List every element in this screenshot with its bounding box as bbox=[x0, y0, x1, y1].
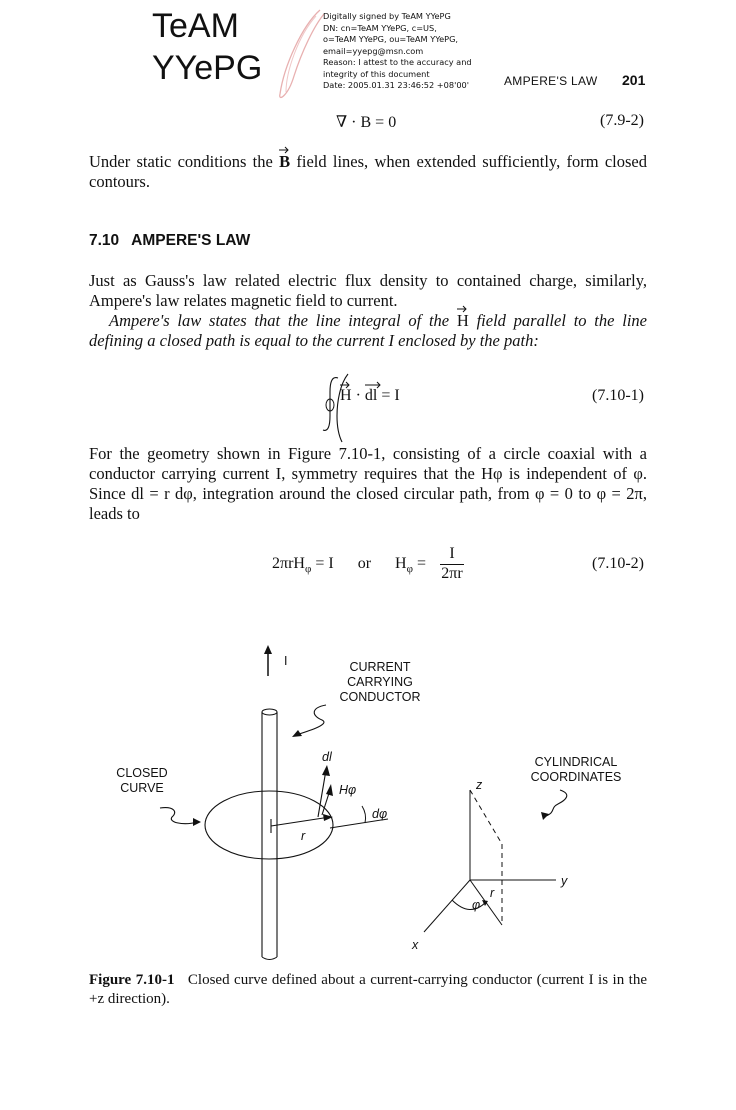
conductor-pointer-squiggle bbox=[296, 705, 326, 735]
radius-arrowhead-icon bbox=[323, 814, 333, 821]
fraction-denominator: 2πr bbox=[441, 565, 463, 582]
cyl-pointer-squiggle bbox=[546, 790, 567, 816]
vector-h bbox=[457, 311, 469, 330]
equation-7-10-1 bbox=[340, 387, 400, 405]
label-z-axis: z bbox=[476, 778, 483, 792]
signature-line-2: DN: cn=TeAM YYePG, c=US, bbox=[323, 22, 437, 33]
label-line: COORDINATES bbox=[530, 770, 622, 784]
paragraph-text: Ampere's law states that the line integral of the bbox=[109, 311, 457, 330]
label-x-axis: x bbox=[412, 938, 419, 952]
label-y-axis: y bbox=[561, 874, 568, 888]
label-line: CARRYING bbox=[347, 675, 413, 689]
radius-line bbox=[271, 817, 330, 826]
signature-line-6: integrity of this document bbox=[323, 68, 430, 79]
equals-i: = I bbox=[377, 387, 400, 404]
equation-number-7-10-1: (7.10-1) bbox=[592, 387, 644, 404]
equation-7-9-2: ∇ · B = 0 bbox=[336, 114, 397, 131]
vector-h-letter: H bbox=[456, 311, 469, 330]
section-title: AMPERE'S LAW bbox=[131, 232, 251, 249]
label-cylindrical-coordinates bbox=[526, 755, 626, 785]
paragraph-geometry: For the geometry shown in Figure 7.10-1, consisting of a circle coaxial with a conductor carrying current I, symmetry requires that the Hφ is independent of φ. Since dl = r dφ, integration around the closed circular path, from φ = 0 to φ = 2π, leads to bbox=[89, 444, 647, 523]
signature-line-5: Reason: I attest to the accuracy and bbox=[323, 57, 472, 67]
paragraph-static-conditions bbox=[89, 152, 647, 192]
label-d-phi: dφ bbox=[372, 807, 388, 821]
signature-line-4: email=yyepg@msn.com bbox=[323, 45, 424, 56]
label-line: CONDUCTOR bbox=[339, 690, 421, 704]
equation-number-7-10-2: (7.10-2) bbox=[592, 555, 644, 572]
paragraph-ampere-statement bbox=[89, 311, 647, 351]
eq-equals-i: = I bbox=[311, 555, 334, 572]
dl-arrow-icon bbox=[318, 770, 326, 817]
figure-caption bbox=[89, 971, 647, 1009]
eq-sub-phi-2: φ bbox=[406, 563, 413, 576]
running-head: AMPERE'S LAW bbox=[504, 74, 598, 88]
label-line: CYLINDRICAL bbox=[534, 755, 618, 769]
hphi-arrowhead-icon bbox=[326, 784, 333, 796]
signature-line-7: Date: 2005.01.31 23:46:52 +08'00' bbox=[323, 80, 469, 90]
paragraph-gauss-analogy: Just as Gauss's law related electric flux density to contained charge, similarly, Ampere's law relates magnetic field to current. bbox=[89, 271, 647, 310]
watermark-line-2: YYePG bbox=[152, 49, 263, 87]
caption-label: Figure 7.10-1 bbox=[89, 972, 175, 988]
vector-dl bbox=[365, 387, 377, 404]
eq-sub-phi: φ bbox=[304, 563, 312, 576]
dot-operator: · bbox=[351, 387, 365, 404]
eq-equals: = bbox=[412, 555, 426, 572]
vector-b bbox=[279, 152, 290, 171]
section-heading bbox=[89, 232, 262, 250]
paragraph-text: field parallel to the line defining a closed path is equal to the current I enclosed by the path: bbox=[89, 311, 647, 350]
signature-line-1: Digitally signed by TeAM YYePG bbox=[323, 11, 451, 21]
page-number: 201 bbox=[622, 72, 646, 88]
fraction-numerator: I bbox=[449, 545, 455, 562]
label-line: CLOSED bbox=[116, 766, 168, 780]
label-current-carrying-conductor bbox=[334, 660, 426, 705]
eq-or: or bbox=[357, 555, 372, 572]
current-arrowhead-icon bbox=[264, 645, 272, 654]
paragraph-text: Under static conditions the bbox=[89, 152, 280, 171]
label-line: CURRENT bbox=[349, 660, 411, 674]
caption-text: Closed curve defined about a current-carrying conductor (current I is in the +z direction). bbox=[89, 972, 648, 1007]
equation-7-10-2 bbox=[272, 555, 426, 575]
curve-pointer-squiggle bbox=[160, 808, 198, 824]
dphi-arc bbox=[362, 806, 366, 823]
label-phi-coord: φ bbox=[472, 898, 481, 912]
curve-pointer-arrowhead-icon bbox=[193, 818, 201, 826]
vector-arrow-icon bbox=[364, 381, 382, 389]
label-closed-curve bbox=[112, 766, 172, 796]
label-r-coord: r bbox=[490, 886, 495, 900]
signature-line-3: o=TeAM YYePG, ou=TeAM YYePG, bbox=[323, 34, 459, 44]
equation-number-7-9-2: (7.9-2) bbox=[600, 112, 644, 129]
paragraph-text: field lines, when extended sufficiently, form closed contours. bbox=[89, 152, 647, 191]
label-current-i: I bbox=[284, 654, 288, 668]
section-number: 7.10 bbox=[89, 232, 120, 249]
closed-curve-ellipse bbox=[205, 791, 333, 859]
label-h-phi: Hφ bbox=[339, 783, 357, 797]
label-dl: dl bbox=[322, 750, 332, 764]
label-r: r bbox=[301, 829, 306, 843]
vector-h-eq bbox=[340, 387, 352, 404]
conductor-cylinder bbox=[262, 709, 277, 960]
vector-arrow-icon bbox=[339, 381, 351, 389]
cyl-pointer-arrowhead-icon bbox=[541, 812, 549, 820]
vector-b-letter: B bbox=[279, 152, 291, 171]
watermark-line-1: TeAM bbox=[152, 7, 239, 45]
coordinate-axes bbox=[424, 790, 556, 932]
vector-arrow-icon bbox=[278, 146, 290, 154]
dl-arrowhead-icon bbox=[322, 765, 330, 776]
vector-arrow-icon bbox=[456, 305, 468, 313]
dl-letters: dl bbox=[364, 387, 378, 404]
h-letter: H bbox=[340, 387, 352, 404]
fraction bbox=[440, 545, 464, 583]
label-line: CURVE bbox=[120, 781, 164, 795]
eq-h: H bbox=[395, 555, 407, 572]
eq-left: 2πrH bbox=[272, 555, 305, 572]
